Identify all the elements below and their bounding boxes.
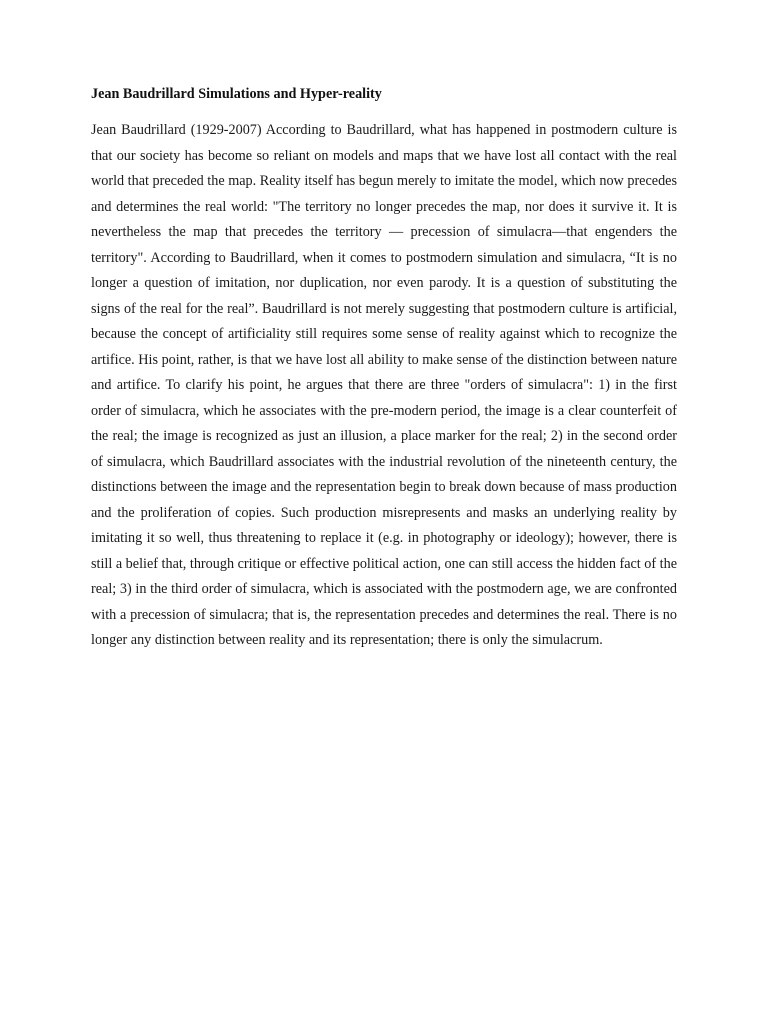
document-title: Jean Baudrillard Simulations and Hyper-reality [91, 86, 382, 102]
document-body-paragraph: Jean Baudrillard (1929-2007) According to Baudrillard, what has happened in postmodern culture is that our society has become so reliant on models and maps that we have lost all contact with the real world that preceded the map. Reality itself has begun merely to imitate the model, which now precedes and determines the real world: "The territory no longer precedes the map, nor does it survive it. It is nevertheless the map that precedes the territory — precession of simulacra—that engenders the territory". According to Baudrillard, when it comes to postmodern simulation and simulacra, “It is no longer a question of imitation, nor duplication, nor even parody. It is a question of substituting the signs of the real for the real”. Baudrillard is not merely suggesting that postmodern culture is artificial, because the concept of artificiality still requires some sense of reality against which to recognize the artifice. His point, rather, is that we have lost all ability to make sense of the distinction between nature and artifice. To clarify his point, he argues that there are three "orders of simulacra": 1) in the first order of simulacra, which he associates with the pre-modern period, the image is a clear counterfeit of the real; the image is recognized as just an illusion, a place marker for the real; 2) in the second order of simulacra, which Baudrillard associates with the industrial revolution of the nineteenth century, the distinctions between the image and the representation begin to break down because of mass production and the proliferation of copies. Such production misrepresents and masks an underlying reality by imitating it so well, thus threatening to replace it (e.g. in photography or ideology); however, there is still a belief that, through critique or effective political action, one can still access the hidden fact of the real; 3) in the third order of simulacra, which is associated with the postmodern age, we are confronted with a precession of simulacra; that is, the representation precedes and determines the real. There is no longer any distinction between reality and its representation; there is only the simulacrum. [91, 122, 677, 648]
document-content [91, 84, 677, 654]
